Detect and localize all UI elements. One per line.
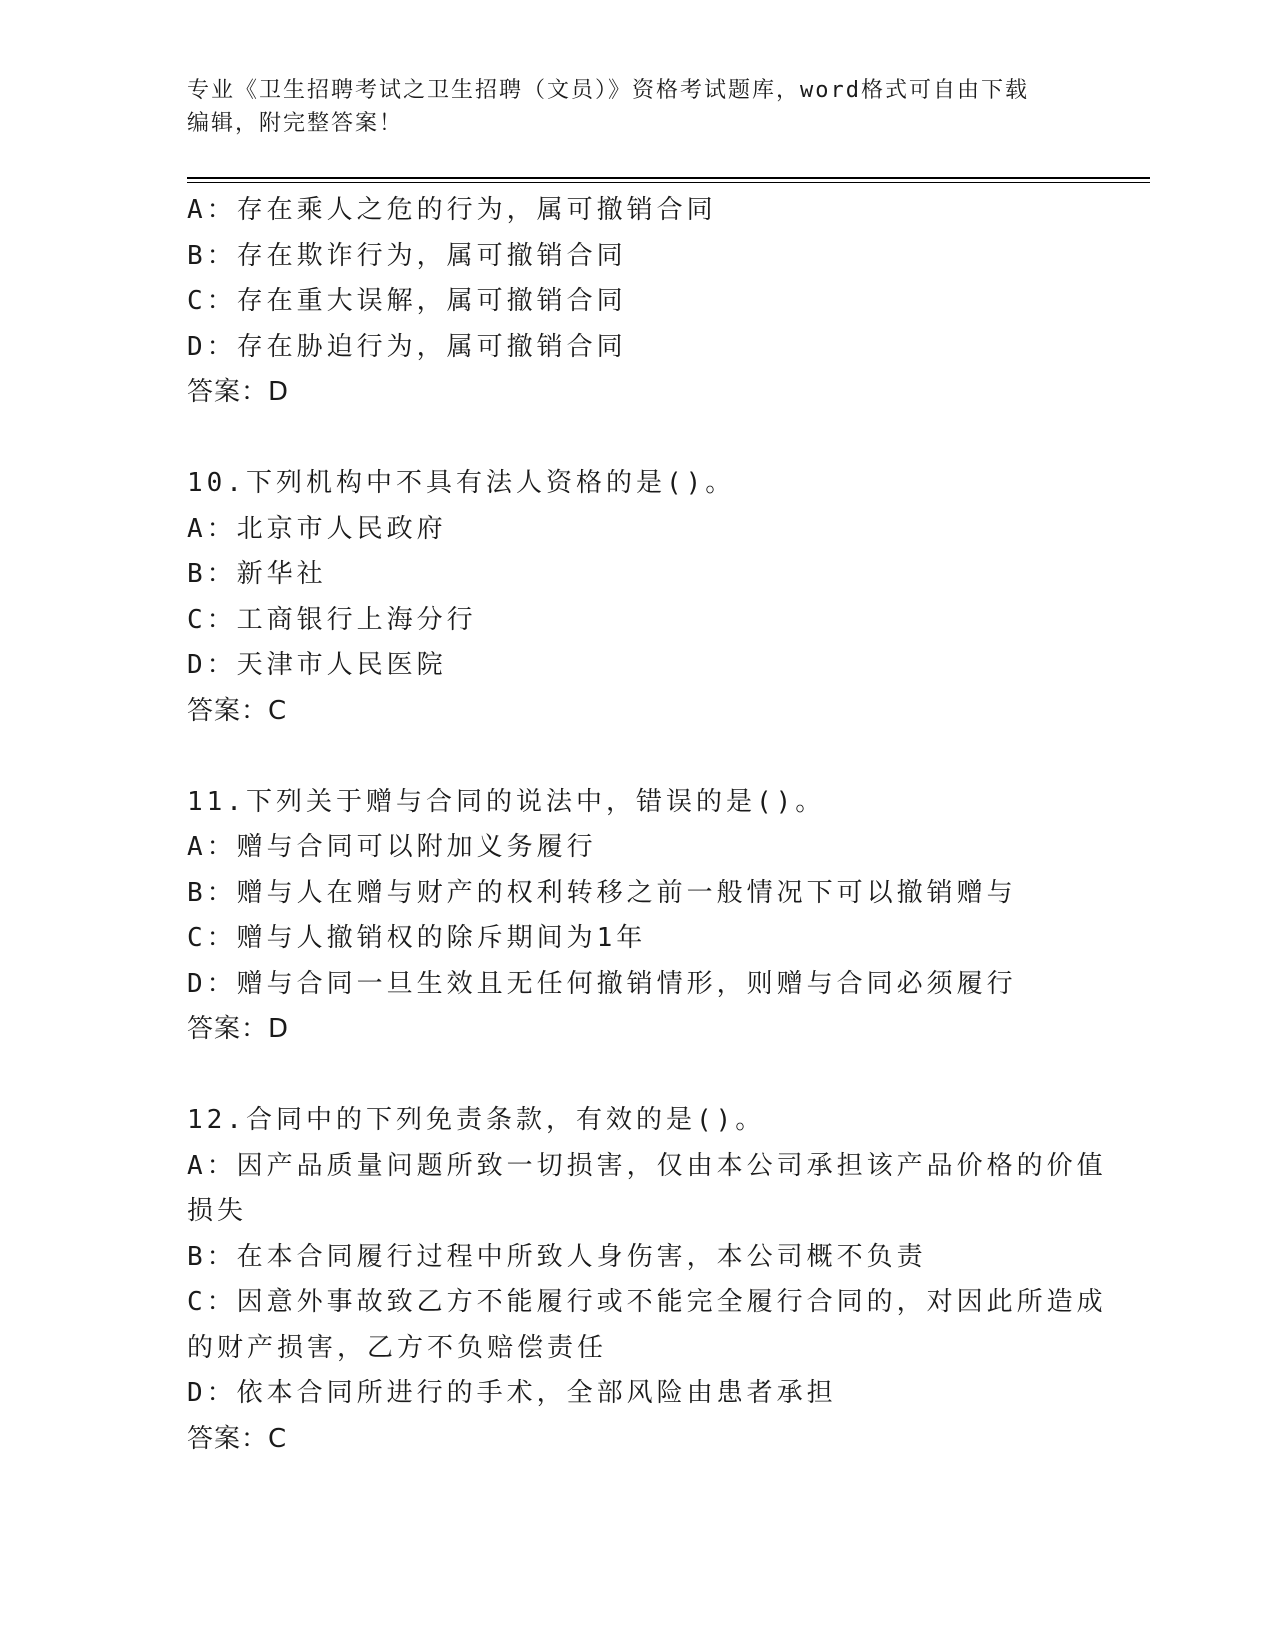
spacer	[187, 734, 1087, 780]
option-b: B：赠与人在赠与财产的权利转移之前一般情况下可以撤销赠与	[187, 877, 1017, 908]
option-d: D：依本合同所进行的手术，全部风险由患者承担	[187, 1378, 837, 1408]
question-9-tail	[187, 188, 1087, 416]
option-b: B：存在欺诈行为，属可撤销合同	[187, 240, 627, 271]
question-11	[187, 780, 1087, 1053]
option-a-continued: 损失	[187, 1196, 248, 1226]
question-12	[187, 1098, 1107, 1462]
spacer	[187, 416, 1087, 462]
question-text: 10.下列机构中不具有法人资格的是()。	[187, 468, 736, 498]
option-b: B：新华社	[187, 559, 327, 589]
header-divider-thick	[187, 177, 1150, 179]
option-d: D：存在胁迫行为，属可撤销合同	[187, 331, 627, 362]
option-a: A：赠与合同可以附加义务履行	[187, 832, 597, 862]
question-text: 11.下列关于赠与合同的说法中，错误的是()。	[187, 786, 826, 817]
option-c: C：因意外事故致乙方不能履行或不能完全履行合同的，对因此所造成	[187, 1287, 1107, 1317]
answer: 答案：C	[187, 695, 288, 726]
header-line-2: 编辑，附完整答案！	[187, 111, 404, 136]
document-header	[187, 74, 1067, 140]
option-a: A：存在乘人之危的行为，属可撤销合同	[187, 195, 717, 225]
option-d: D：赠与合同一旦生效且无任何撤销情形，则赠与合同必须履行	[187, 968, 1017, 999]
question-list	[187, 188, 1107, 1462]
option-d: D：天津市人民医院	[187, 650, 447, 680]
option-c: C：工商银行上海分行	[187, 604, 477, 635]
header-line-1: 专业《卫生招聘考试之卫生招聘（文员）》资格考试题库，word格式可自由下载	[187, 78, 1029, 103]
option-c-continued: 的财产损害，乙方不负赔偿责任	[187, 1332, 608, 1363]
option-c: C：存在重大误解，属可撤销合同	[187, 286, 627, 316]
option-a: A：因产品质量问题所致一切损害，仅由本公司承担该产品价格的价值	[187, 1150, 1107, 1181]
option-c: C：赠与人撤销权的除斥期间为1年	[187, 923, 647, 953]
option-a: A：北京市人民政府	[187, 513, 447, 544]
answer: 答案：D	[187, 377, 290, 407]
header-divider-thin	[187, 182, 1150, 183]
question-text: 12.合同中的下列免责条款，有效的是()。	[187, 1105, 766, 1135]
answer: 答案：C	[187, 1423, 288, 1454]
answer: 答案：D	[187, 1014, 290, 1044]
option-b: B：在本合同履行过程中所致人身伤害，本公司概不负责	[187, 1241, 927, 1272]
question-10	[187, 461, 1087, 734]
spacer	[187, 1053, 1087, 1099]
